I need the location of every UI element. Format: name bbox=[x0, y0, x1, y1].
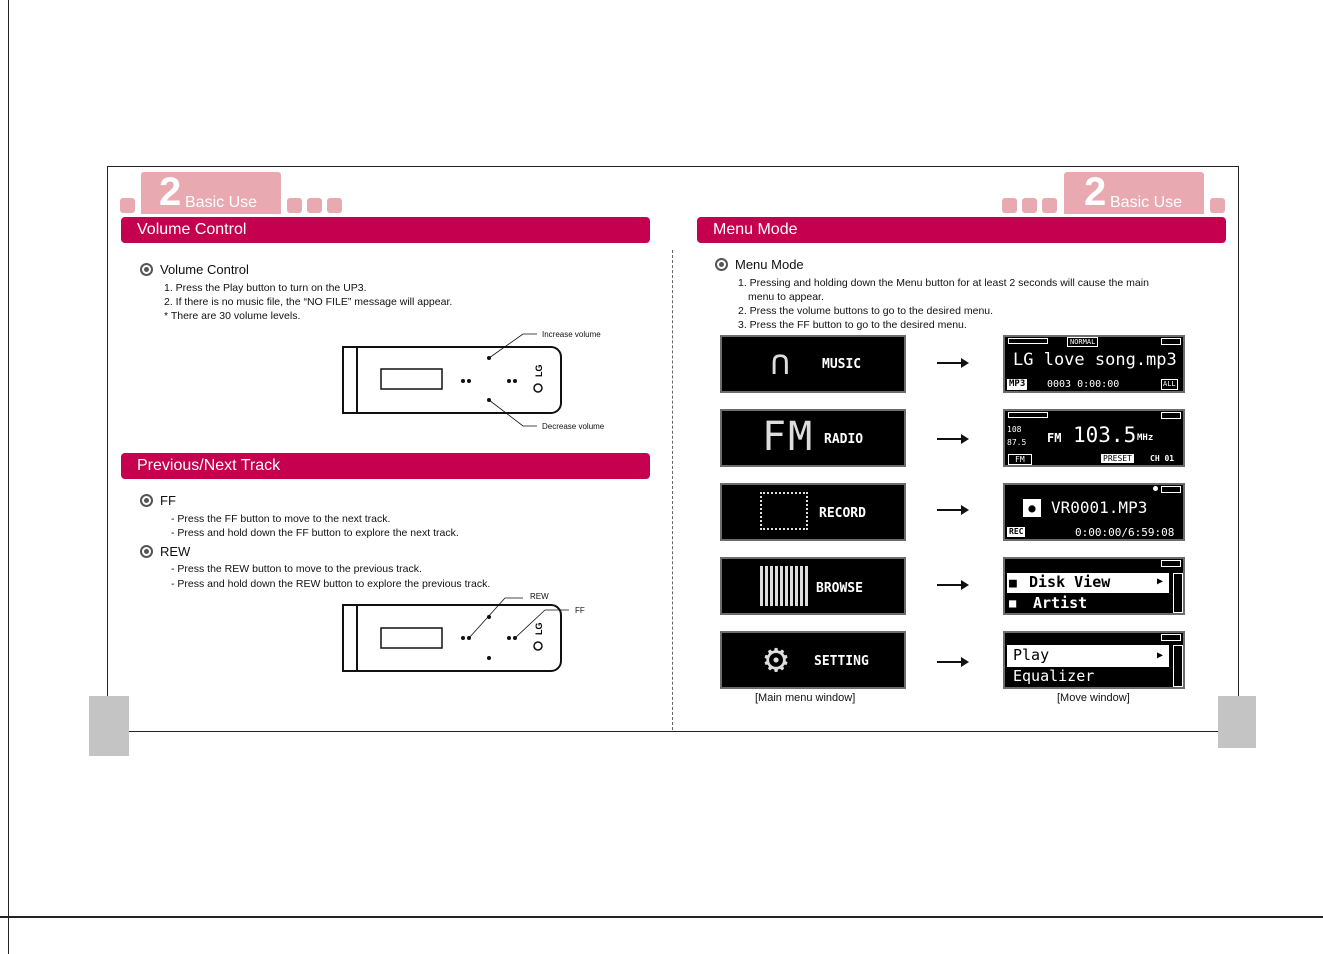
bullet-icon bbox=[140, 545, 153, 558]
volume-note: * There are 30 volume levels. bbox=[164, 310, 301, 322]
fm-badge: FM bbox=[1008, 454, 1032, 465]
chapter-title: Basic Use bbox=[185, 194, 258, 211]
corner-block-right bbox=[1218, 696, 1256, 748]
main-menu-browse bbox=[720, 557, 906, 615]
chevron-right-icon: ▶ bbox=[1157, 650, 1164, 661]
menu-label: BROWSE bbox=[816, 581, 863, 596]
volume-bar-icon bbox=[1008, 338, 1048, 344]
frequency-unit: MHz bbox=[1137, 433, 1154, 443]
band-bottom: 87.5 bbox=[1007, 438, 1027, 447]
frequency: 103.5 bbox=[1073, 423, 1137, 447]
main-menu-record bbox=[720, 483, 906, 541]
menu-label: RECORD bbox=[819, 506, 866, 521]
folder-icon: ■ bbox=[1009, 576, 1017, 591]
chapter-number: 2 bbox=[159, 170, 182, 214]
volume-step-1: 1. Press the Play button to turn on the UP3. bbox=[164, 282, 367, 294]
list-item[interactable] bbox=[1007, 594, 1169, 612]
arrow-right-icon bbox=[937, 362, 967, 364]
band-top: 108 bbox=[1007, 425, 1022, 434]
chapter-tab-right bbox=[1064, 172, 1204, 214]
volume-step-2: 2. If there is no music file, the “NO FILE” message will appear. bbox=[164, 296, 453, 308]
arrow-right-icon bbox=[937, 584, 967, 586]
crop-line-horizontal bbox=[0, 916, 1323, 918]
menu-step-1-cont: menu to appear. bbox=[748, 291, 824, 303]
scrollbar[interactable] bbox=[1173, 645, 1183, 687]
main-menu-setting bbox=[720, 631, 906, 689]
main-menu-radio bbox=[720, 409, 906, 467]
list-item[interactable] bbox=[1007, 668, 1169, 686]
callout-decrease-volume: Decrease volume bbox=[542, 422, 605, 431]
cassette-icon bbox=[760, 492, 808, 530]
list-item-selected[interactable] bbox=[1007, 573, 1169, 593]
channel-label: CH 01 bbox=[1150, 454, 1175, 463]
microphone-icon: ● bbox=[1023, 499, 1041, 517]
battery-icon bbox=[1161, 412, 1181, 419]
folder-icon: ■ bbox=[1009, 596, 1017, 610]
song-title: LG love song.mp3 bbox=[1013, 350, 1177, 370]
header-square bbox=[307, 198, 322, 213]
bullet-icon bbox=[140, 263, 153, 276]
preset-badge: PRESET bbox=[1103, 454, 1132, 463]
rew-line-1: - Press the REW button to move to the previous track. bbox=[171, 563, 422, 575]
section-bar-menu: Menu Mode bbox=[697, 217, 1226, 243]
repeat-badge: ALL bbox=[1163, 380, 1176, 388]
volume-heading: Volume Control bbox=[160, 262, 249, 277]
header-square bbox=[327, 198, 342, 213]
battery-icon bbox=[1161, 634, 1181, 641]
caption-move-window: [Move window] bbox=[1057, 692, 1130, 704]
menu-heading: Menu Mode bbox=[735, 257, 804, 272]
ff-line-1: - Press the FF button to move to the next track. bbox=[171, 513, 391, 525]
menu-label: RADIO bbox=[824, 432, 864, 447]
list-item-label: Artist bbox=[1033, 594, 1088, 612]
move-screen-browse bbox=[1003, 557, 1185, 615]
bullet-icon bbox=[715, 258, 728, 271]
device-illustration-volume bbox=[335, 325, 625, 435]
chapter-tab-left bbox=[141, 172, 281, 214]
list-item-label: Disk View bbox=[1029, 573, 1111, 591]
gear-icon: ⚙ bbox=[764, 636, 789, 682]
battery-icon bbox=[1161, 560, 1181, 567]
rec-badge: REC bbox=[1009, 527, 1024, 536]
device-logo: LG bbox=[534, 622, 544, 635]
move-screen-music bbox=[1003, 335, 1185, 393]
record-dot-icon bbox=[1153, 486, 1158, 491]
volume-bar-icon bbox=[1008, 412, 1048, 418]
caption-main-menu: [Main menu window] bbox=[755, 692, 856, 704]
callout-increase-volume: Increase volume bbox=[542, 330, 601, 339]
list-item-selected[interactable] bbox=[1007, 645, 1169, 667]
list-item-label: Equalizer bbox=[1013, 667, 1095, 685]
battery-icon bbox=[1161, 338, 1181, 345]
header-square bbox=[1210, 198, 1225, 213]
format-badge: MP3 bbox=[1009, 379, 1026, 389]
track-status: 0003 0:00:00 bbox=[1047, 379, 1120, 390]
battery-icon bbox=[1161, 486, 1181, 493]
record-file: VR0001.MP3 bbox=[1051, 498, 1148, 517]
arrow-right-icon bbox=[937, 438, 967, 440]
headphones-icon: ∩ bbox=[770, 343, 791, 383]
device-logo: LG bbox=[534, 364, 544, 377]
main-menu-music bbox=[720, 335, 906, 393]
fm-icon: FM bbox=[762, 414, 815, 460]
chapter-number: 2 bbox=[1084, 170, 1107, 214]
rew-heading: REW bbox=[160, 544, 191, 559]
menu-step-3: 3. Press the FF button to go to the desired menu. bbox=[738, 319, 967, 331]
menu-step-2: 2. Press the volume buttons to go to the desired menu. bbox=[738, 305, 994, 317]
record-time: 0:00:00/6:59:08 bbox=[1075, 526, 1175, 539]
callout-ff: FF bbox=[575, 606, 585, 615]
move-screen-setting bbox=[1003, 631, 1185, 689]
menu-step-1: 1. Pressing and holding down the Menu button for at least 2 seconds will cause the main bbox=[738, 277, 1149, 289]
callout-rew: REW bbox=[530, 592, 549, 601]
corner-block-left bbox=[89, 696, 129, 756]
chevron-right-icon: ▶ bbox=[1157, 576, 1164, 587]
header-square bbox=[120, 198, 135, 213]
header-square bbox=[1022, 198, 1037, 213]
header-square bbox=[1042, 198, 1057, 213]
arrow-right-icon bbox=[937, 509, 967, 511]
device-illustration-track bbox=[335, 590, 595, 680]
ff-heading: FF bbox=[160, 493, 176, 508]
move-screen-radio bbox=[1003, 409, 1185, 467]
scrollbar[interactable] bbox=[1173, 573, 1183, 613]
crop-line-vertical bbox=[8, 0, 9, 954]
ff-line-2: - Press and hold down the FF button to explore the next track. bbox=[171, 527, 459, 539]
rew-line-2: - Press and hold down the REW button to explore the previous track. bbox=[171, 578, 491, 590]
chapter-title: Basic Use bbox=[1110, 194, 1183, 211]
menu-label: SETTING bbox=[814, 654, 869, 669]
move-screen-record bbox=[1003, 483, 1185, 541]
play-mode: NORMAL bbox=[1067, 337, 1098, 347]
list-item-label: Play bbox=[1013, 646, 1050, 664]
page-divider bbox=[672, 250, 673, 730]
folder-icon bbox=[760, 566, 808, 606]
header-square bbox=[287, 198, 302, 213]
band-label: FM bbox=[1047, 431, 1062, 445]
arrow-right-icon bbox=[937, 661, 967, 663]
section-bar-track: Previous/Next Track bbox=[121, 453, 650, 479]
section-bar-volume: Volume Control bbox=[121, 217, 650, 243]
bullet-icon bbox=[140, 494, 153, 507]
menu-label: MUSIC bbox=[822, 357, 862, 372]
header-square bbox=[1002, 198, 1017, 213]
